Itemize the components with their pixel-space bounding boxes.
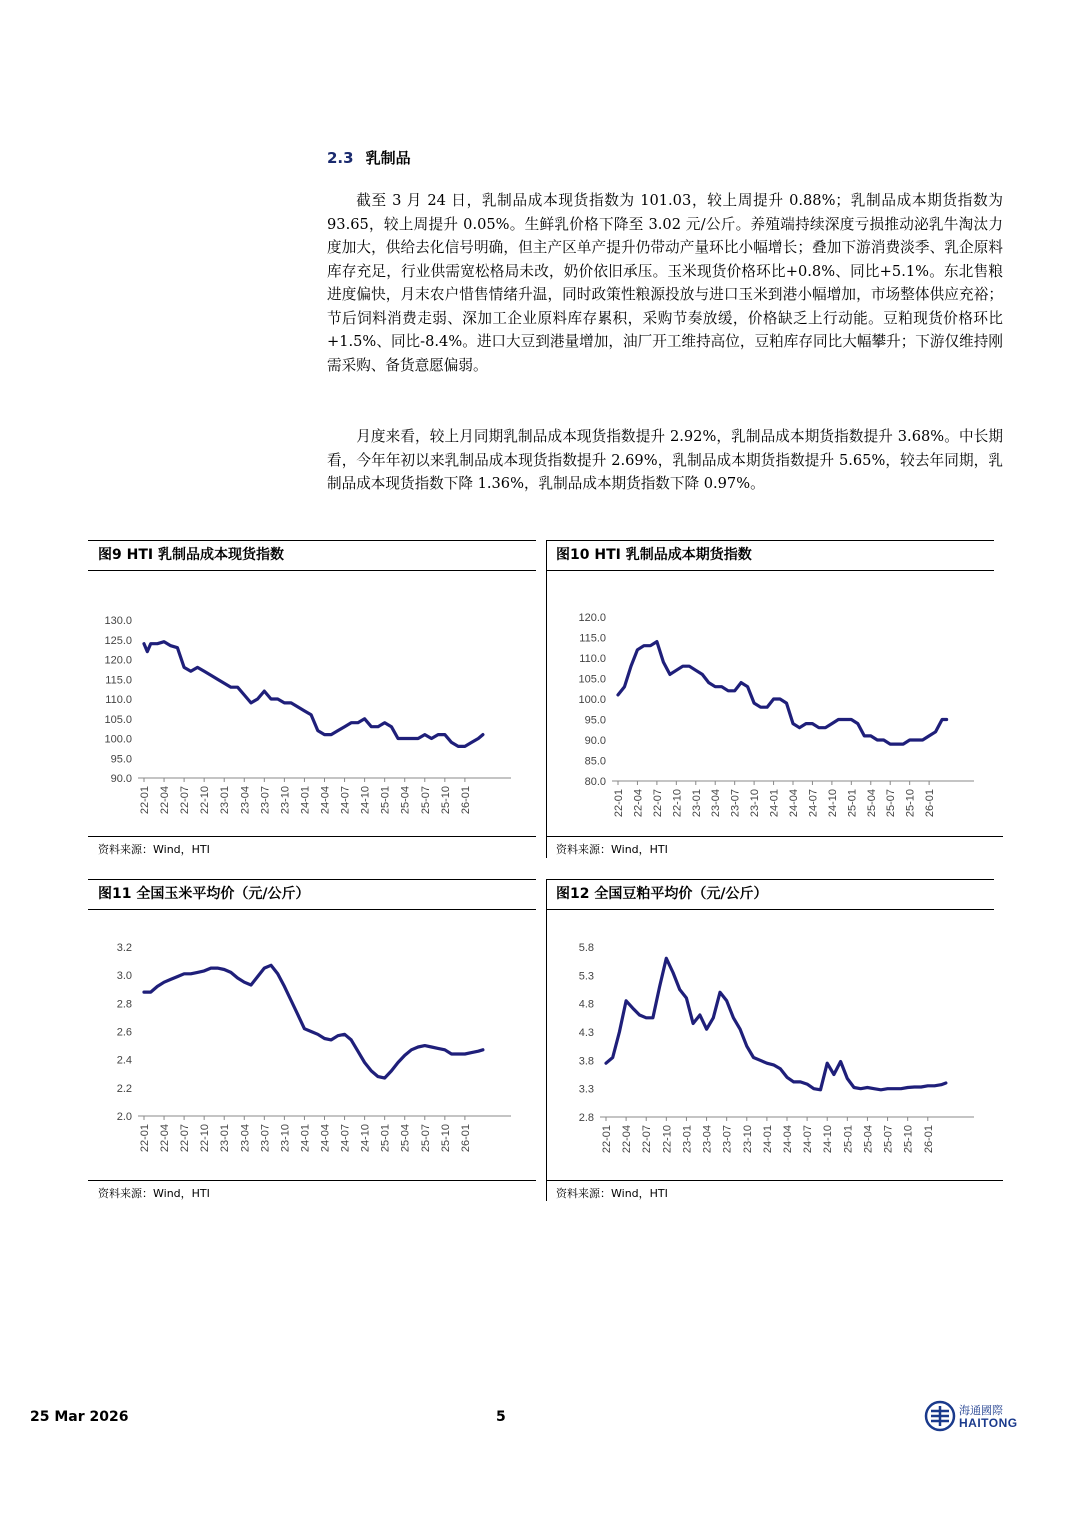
- x-tick-label: 23-01: [681, 1125, 694, 1154]
- chart-title: 图12 全国豆粕平均价（元/公斤）: [556, 886, 768, 902]
- x-tick-label: 24-10: [359, 786, 372, 815]
- divider: [546, 879, 994, 880]
- y-tick-label: 105.0: [578, 673, 606, 686]
- series-line: [144, 642, 483, 747]
- x-tick-label: 22-01: [139, 786, 151, 815]
- divider: [546, 836, 1003, 837]
- chart-title: 图11 全国玉米平均价（元/公斤）: [98, 886, 310, 902]
- x-tick-label: 25-10: [439, 786, 452, 815]
- chart-fig10: [546, 570, 1003, 830]
- chart-panel-fig9: [88, 540, 536, 858]
- x-tick-label: 25-10: [904, 789, 917, 818]
- x-tick-label: 26-01: [459, 1124, 472, 1153]
- x-tick-label: 22-10: [671, 789, 684, 818]
- y-tick-label: 120.0: [104, 654, 132, 667]
- x-tick-label: 24-01: [299, 786, 312, 815]
- paragraph-2: 月度来看，较上月同期乳制品成本现货指数提升 2.92%，乳制品成本期货指数提升 3.68%。中长期看，今年年初以来乳制品成本现货指数提升 2.69%，乳制品成本期货指数提升 5.65%，较去年同期，乳制品成本现货指数下降 1.36%，乳制品成本期货指数下降 0.97%。: [327, 428, 1003, 492]
- x-tick-label: 25-07: [419, 1124, 432, 1153]
- series-line: [606, 958, 946, 1090]
- chart-title: 图10 HTI 乳制品成本期货指数: [556, 547, 752, 563]
- y-tick-label: 3.3: [578, 1083, 594, 1096]
- y-tick-label: 4.3: [578, 1027, 594, 1039]
- chart-panel-fig12: [546, 879, 994, 1201]
- x-tick-label: 24-10: [359, 1124, 372, 1153]
- section-heading: [327, 147, 411, 168]
- chart-source: 资料来源：Wind，HTI: [98, 843, 210, 856]
- divider: [546, 1180, 1003, 1181]
- divider: [88, 879, 536, 880]
- x-tick-label: 24-01: [299, 1124, 312, 1153]
- x-tick-label: 24-10: [822, 1125, 835, 1154]
- logo-text-en: HAITONG: [959, 1416, 1018, 1430]
- x-tick-label: 24-04: [319, 786, 332, 815]
- page-number: 5: [496, 1409, 506, 1425]
- y-tick-label: 3.2: [116, 942, 132, 954]
- series-line: [618, 642, 947, 745]
- x-tick-label: 25-04: [399, 786, 412, 815]
- y-tick-label: 2.8: [116, 998, 132, 1011]
- haitong-logo-icon: [924, 1400, 956, 1432]
- x-tick-label: 24-04: [788, 789, 800, 818]
- y-tick-label: 95.0: [584, 714, 606, 727]
- x-tick-label: 22-10: [199, 1124, 212, 1153]
- x-tick-label: 23-04: [710, 789, 723, 818]
- x-tick-label: 25-07: [885, 789, 898, 818]
- y-tick-label: 100.0: [578, 694, 606, 706]
- chart-fig11: [88, 909, 536, 1175]
- haitong-logo: [924, 1400, 1018, 1434]
- chart-source: 资料来源：Wind，HTI: [98, 1187, 210, 1200]
- x-tick-label: 23-10: [279, 1124, 292, 1153]
- x-tick-label: 24-10: [826, 789, 839, 818]
- y-tick-label: 2.4: [116, 1054, 132, 1067]
- chart-fig12: [546, 909, 1003, 1175]
- x-tick-label: 23-07: [721, 1125, 734, 1154]
- x-tick-label: 23-01: [690, 789, 703, 818]
- x-tick-label: 25-10: [902, 1125, 915, 1154]
- x-tick-label: 22-10: [199, 786, 212, 815]
- x-tick-label: 26-01: [459, 786, 472, 815]
- x-tick-label: 23-04: [701, 1125, 714, 1154]
- y-tick-label: 125.0: [104, 634, 132, 647]
- chart-source: 资料来源：Wind，HTI: [556, 843, 668, 856]
- x-tick-label: 22-04: [159, 1124, 172, 1153]
- y-tick-label: 5.8: [578, 942, 594, 954]
- paragraph-1: 截至 3 月 24 日，乳制品成本现货指数为 101.03，较上周提升 0.88%；乳制品成本期货指数为 93.65，较上周提升 0.05%。生鲜乳价格下降至 3.02 元/公斤。养殖端持续深度亏损推动泌乳牛淘汰力度加大，供给去化信号明确，但主产区单产提升仍带动产量环比小幅增长；叠加下游消费淡季、乳企原料库存充足，行业供需宽松格局未改，奶价依旧承压。玉米现货价格环比+0.8%、同比+5.1%。东北售粮进度偏快，月末农户惜售情绪升温，同时政策性粮源投放与进口玉米到港小幅增加，市场整体供应充裕；节后饲料消费走弱、深加工企业原料库存累积，采购节奏放缓，价格缺乏上行动能。豆粕现货价格环比+1.5%、同比-8.4%。进口大豆到港量增加，油厂开工维持高位，豆粕库存同比大幅攀升；下游仅维持刚需采购、备货意愿偏弱。: [327, 192, 1003, 374]
- x-tick-label: 23-01: [219, 1124, 232, 1153]
- x-tick-label: 25-01: [379, 1124, 392, 1153]
- y-tick-label: 2.0: [116, 1111, 132, 1123]
- x-tick-label: 23-10: [749, 789, 762, 818]
- x-tick-label: 25-01: [842, 1125, 855, 1154]
- x-tick-label: 24-07: [339, 786, 352, 815]
- x-tick-label: 22-04: [621, 1125, 634, 1154]
- series-line: [144, 965, 483, 1078]
- x-tick-label: 24-04: [319, 1124, 332, 1153]
- divider: [88, 1180, 536, 1181]
- x-tick-label: 26-01: [924, 789, 937, 818]
- y-tick-label: 90.0: [110, 773, 132, 785]
- x-tick-label: 24-04: [782, 1125, 794, 1154]
- x-tick-label: 25-04: [399, 1124, 412, 1153]
- x-tick-label: 25-01: [846, 789, 859, 818]
- x-tick-label: 23-07: [259, 1124, 272, 1153]
- section-title: 乳制品: [365, 149, 411, 167]
- y-tick-label: 90.0: [584, 735, 606, 747]
- x-tick-label: 24-07: [339, 1124, 352, 1153]
- y-tick-label: 110.0: [105, 694, 132, 706]
- x-tick-label: 23-10: [741, 1125, 754, 1154]
- x-tick-label: 22-07: [651, 789, 664, 818]
- x-tick-label: 22-01: [139, 1124, 151, 1153]
- x-tick-label: 26-01: [922, 1125, 935, 1154]
- y-tick-label: 130.0: [104, 615, 132, 627]
- x-tick-label: 23-07: [729, 789, 742, 818]
- x-tick-label: 23-01: [219, 786, 232, 815]
- x-tick-label: 22-01: [601, 1125, 613, 1154]
- logo-text-cn: 海通國際: [959, 1404, 1003, 1417]
- y-tick-label: 5.3: [578, 970, 594, 983]
- y-tick-label: 2.6: [116, 1026, 132, 1039]
- x-tick-label: 24-01: [761, 1125, 774, 1154]
- x-tick-label: 22-04: [632, 789, 645, 818]
- x-tick-label: 22-04: [159, 786, 172, 815]
- y-tick-label: 80.0: [584, 776, 606, 788]
- x-tick-label: 23-07: [259, 786, 272, 815]
- chart-fig9: [88, 570, 536, 830]
- x-tick-label: 24-07: [802, 1125, 815, 1154]
- x-tick-label: 25-07: [882, 1125, 895, 1154]
- y-tick-label: 3.8: [578, 1055, 594, 1068]
- divider: [546, 540, 994, 541]
- y-tick-label: 100.0: [104, 733, 132, 746]
- y-tick-label: 95.0: [110, 753, 132, 766]
- x-tick-label: 22-07: [179, 1124, 192, 1153]
- x-tick-label: 25-04: [862, 1125, 875, 1154]
- y-tick-label: 120.0: [578, 612, 606, 624]
- x-tick-label: 22-07: [179, 786, 192, 815]
- divider: [88, 836, 536, 837]
- y-tick-label: 3.0: [116, 970, 132, 983]
- x-tick-label: 22-01: [613, 789, 625, 818]
- y-tick-label: 115.0: [579, 632, 606, 645]
- y-tick-label: 4.8: [578, 998, 594, 1011]
- y-tick-label: 2.8: [578, 1112, 594, 1124]
- x-tick-label: 22-07: [641, 1125, 654, 1154]
- footer-date: 25 Mar 2026: [30, 1409, 129, 1425]
- x-tick-label: 23-04: [239, 1124, 252, 1153]
- x-tick-label: 23-10: [279, 786, 292, 815]
- divider: [88, 540, 536, 541]
- y-tick-label: 105.0: [104, 713, 132, 726]
- x-tick-label: 25-01: [379, 786, 392, 815]
- section-number: 2.3: [327, 149, 354, 167]
- x-tick-label: 22-10: [661, 1125, 674, 1154]
- y-tick-label: 115.0: [105, 674, 132, 687]
- y-tick-label: 85.0: [584, 755, 606, 768]
- x-tick-label: 23-04: [239, 786, 252, 815]
- y-tick-label: 110.0: [579, 653, 606, 665]
- chart-panel-fig10: [546, 540, 994, 858]
- x-tick-label: 25-04: [865, 789, 878, 818]
- x-tick-label: 25-10: [439, 1124, 452, 1153]
- y-tick-label: 2.2: [116, 1082, 132, 1095]
- chart-panel-fig11: [88, 879, 536, 1201]
- chart-source: 资料来源：Wind，HTI: [556, 1187, 668, 1200]
- x-tick-label: 24-01: [768, 789, 781, 818]
- chart-title: 图9 HTI 乳制品成本现货指数: [98, 547, 284, 563]
- x-tick-label: 25-07: [419, 786, 432, 815]
- x-tick-label: 24-07: [807, 789, 820, 818]
